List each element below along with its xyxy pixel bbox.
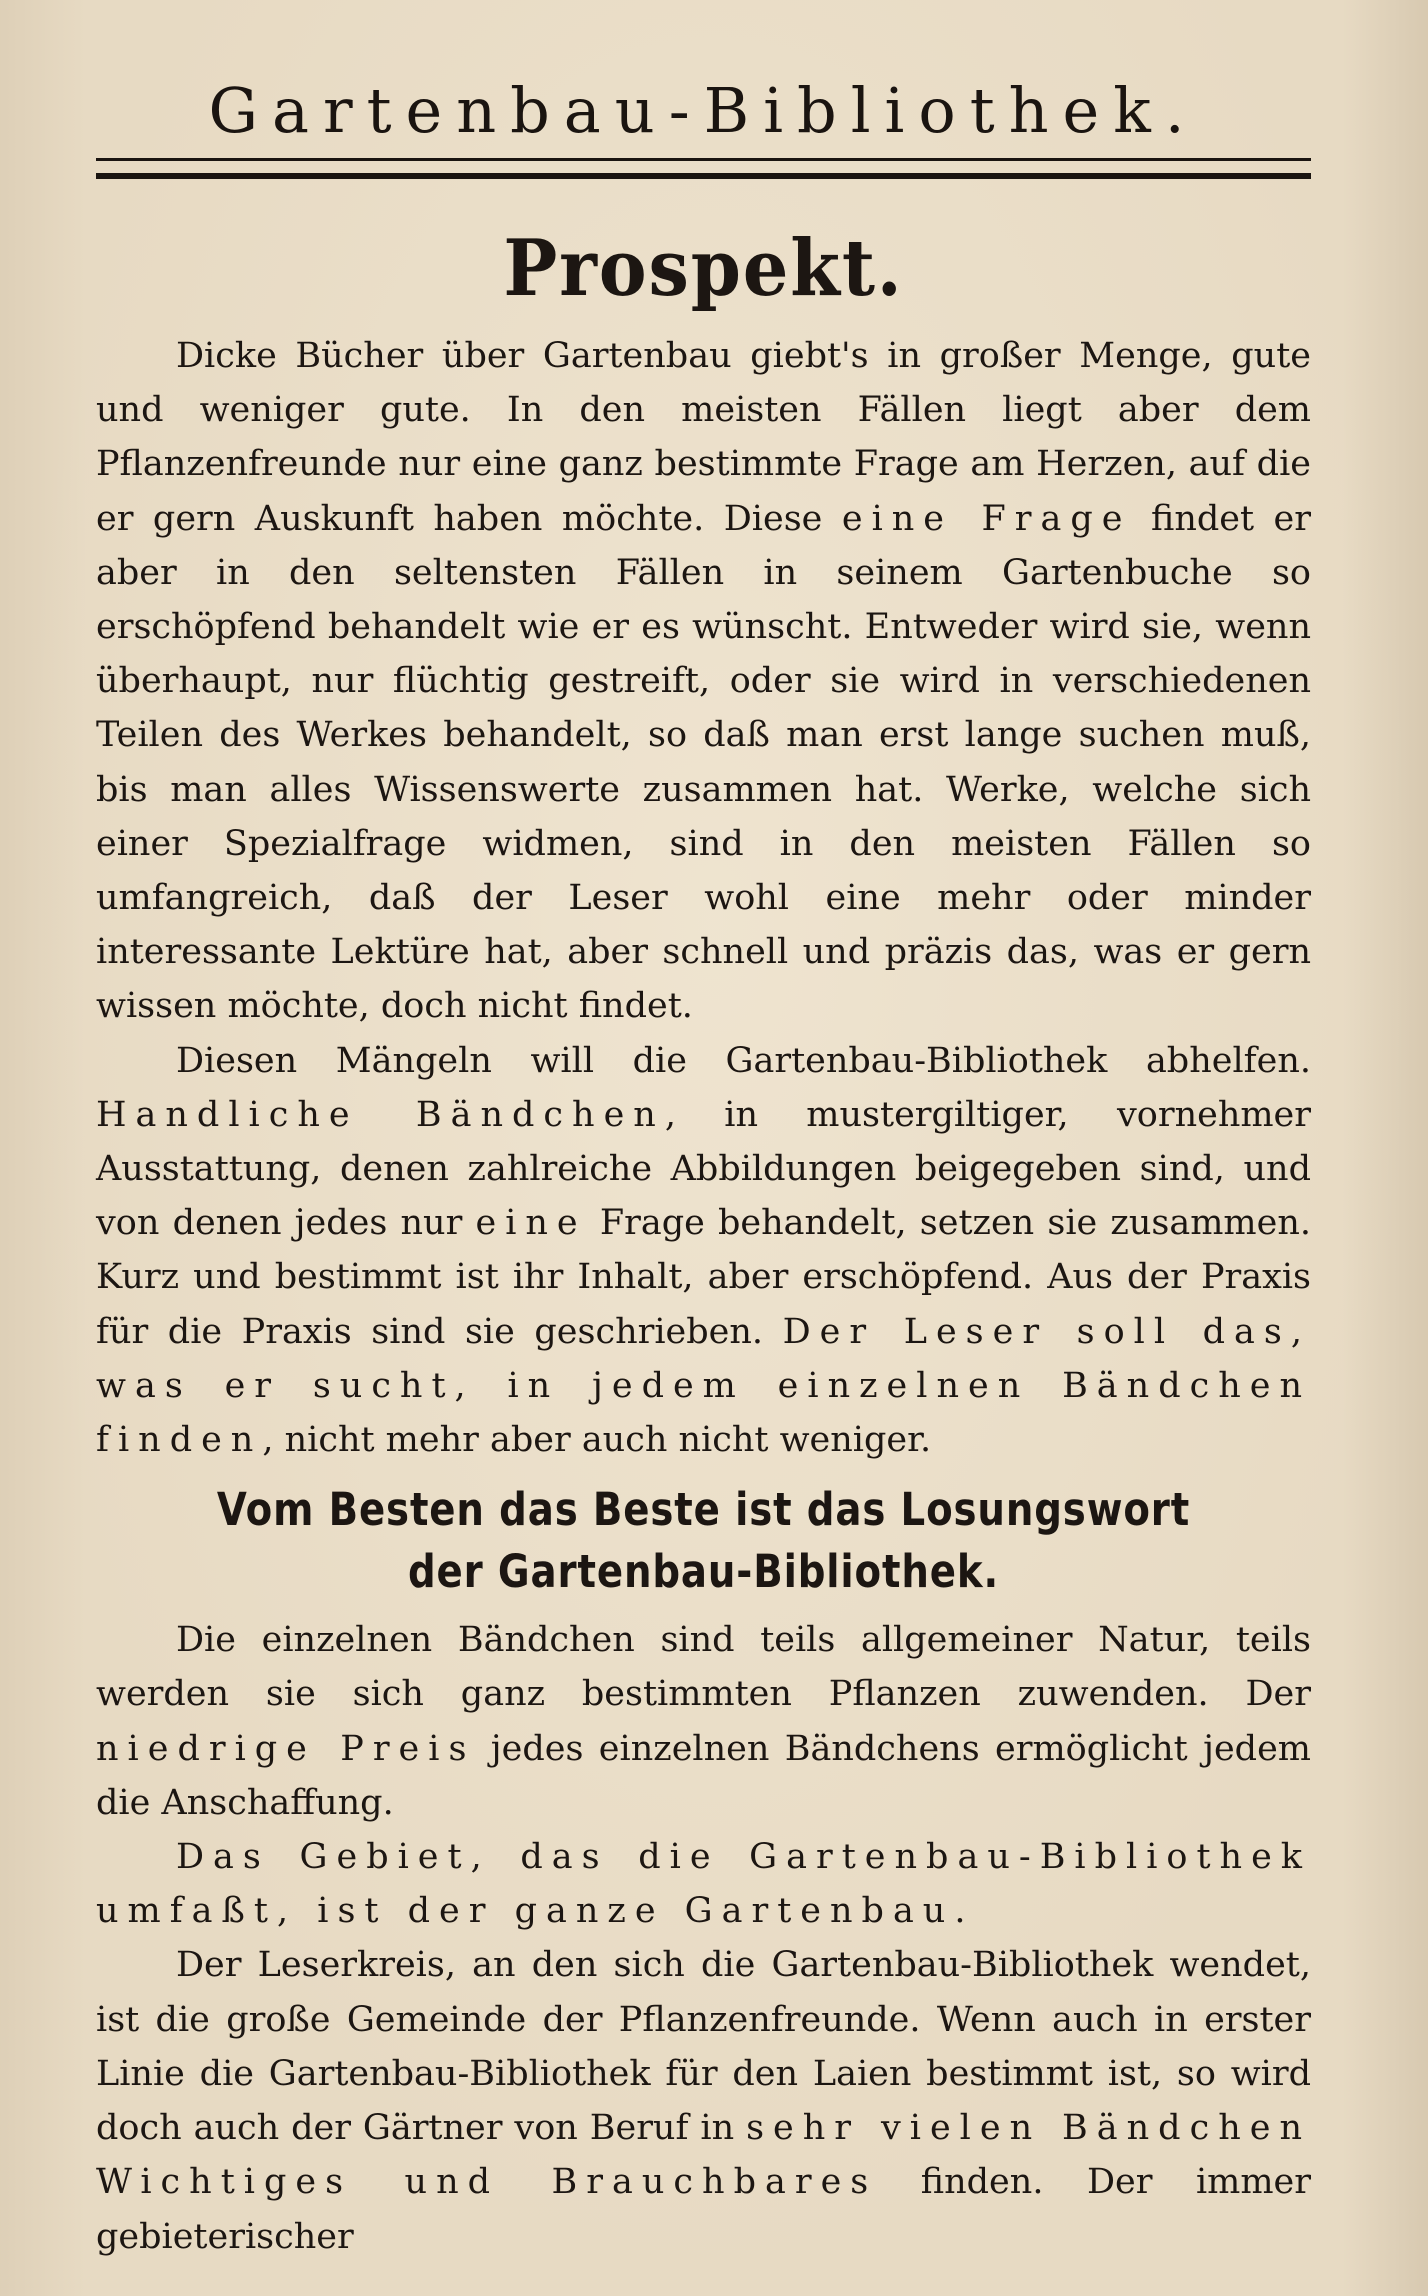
paragraph-volumes-text-a: Die einzelnen Bändchen sind teils allgemeiner Natur, teils werden sie sich ganz bestimmten Pflanzen zuwenden. Der bbox=[96, 1620, 1311, 1715]
paragraph-intro-text-b: findet er aber in den seltensten Fällen in seinem Gartenbuche so erschöpfend behandelt wie er es wünscht. Entweder wird sie, wenn überhaupt, nur flüchtig gestreift, oder sie wird in verschiedenen Teilen des Werkes behandelt, so daß man erst lange suchen muß, bis man alles Wissenswerte zusammen hat. Werke, welche sich einer Spezialfrage widmen, sind in den meisten Fällen so umfangreich, daß der Leser wohl eine mehr oder minder interessante Lektüre hat, aber schnell und präzis das, was er gern wissen möchte, doch nicht findet. bbox=[96, 498, 1311, 1027]
page bbox=[96, 70, 1311, 2260]
paragraph-readership-emphasis: sehr vielen Bändchen Wichtiges und Brauchbares bbox=[96, 2108, 1311, 2203]
paragraph-volumes bbox=[96, 1613, 1311, 1830]
paragraph-remedy bbox=[96, 1034, 1311, 1468]
paragraph-scope-text: Das Gebiet, das die Gartenbau-Bibliothek umfaßt, ist der ganze Gartenbau. bbox=[96, 1837, 1311, 1932]
paragraph-scope bbox=[96, 1830, 1311, 1938]
paragraph-readership-text-a: Der Leserkreis, an den sich die Gartenbau-Bibliothek wendet, ist die große Gemeinde der Pflanzenfreunde. Wenn auch in erster Linie die Gartenbau-Bibliothek für den Laien bestimmt ist, so wird doch auch der Gärtner von Beruf in bbox=[96, 1945, 1311, 2149]
motto-line-2: der Gartenbau-Bibliothek. bbox=[407, 1545, 1000, 1599]
paragraph-volumes-text-b: jedes einzelnen Bändchens ermöglicht jedem die Anschaffung. bbox=[96, 1728, 1311, 1823]
paragraph-intro-emphasis: eine Frage bbox=[841, 498, 1132, 539]
running-head: Gartenbau-Bibliothek. bbox=[208, 74, 1199, 147]
body-text bbox=[96, 329, 1311, 2264]
paragraph-intro-text-a: Dicke Bücher über Gartenbau giebt's in großer Menge, gute und weniger gute. In den meisten Fällen liegt aber dem Pflanzenfreunde nur eine ganz bestimmte Frage am Herzen, auf die er gern Auskunft haben möchte. Diese bbox=[96, 336, 1311, 539]
paragraph-remedy-text-b: , in mustergiltiger, vornehmer Ausstattung, denen zahlreiche Abbildungen beigegeben sind, und von denen jedes nur bbox=[96, 1094, 1312, 1244]
paragraph-remedy-text-c: Frage behandelt, setzen sie zusammen. Kurz und bestimmt ist ihr Inhalt, aber erschöpfend. Aus der Praxis für die Praxis sind sie geschrieben. bbox=[96, 1203, 1311, 1352]
header-double-rule bbox=[96, 158, 1311, 179]
paragraph-remedy-emphasis-2: eine bbox=[475, 1203, 587, 1244]
motto-heading bbox=[181, 1479, 1226, 1603]
paragraph-readership bbox=[96, 1938, 1311, 2263]
paragraph-volumes-emphasis: niedrige Preis bbox=[96, 1728, 476, 1769]
paragraph-remedy-text-d: , nicht mehr aber auch nicht weniger. bbox=[262, 1420, 932, 1461]
paragraph-remedy-emphasis-1: Handliche Bändchen bbox=[96, 1094, 665, 1135]
paragraph-intro bbox=[96, 329, 1311, 1034]
paragraph-remedy-text-a: Diesen Mängeln will die Gartenbau-Bibliothek abhelfen. bbox=[176, 1040, 1311, 1081]
page-title: Prospekt. bbox=[503, 223, 904, 314]
paragraph-remedy-emphasis-3: Der Leser soll das, was er sucht, in jedem einzelnen Bändchen finden bbox=[96, 1311, 1311, 1461]
motto-line-1: Vom Besten das Beste ist das Losungswort bbox=[216, 1483, 1191, 1537]
paragraph-readership-text-b: finden. Der immer gebieterischer bbox=[96, 2162, 1311, 2257]
